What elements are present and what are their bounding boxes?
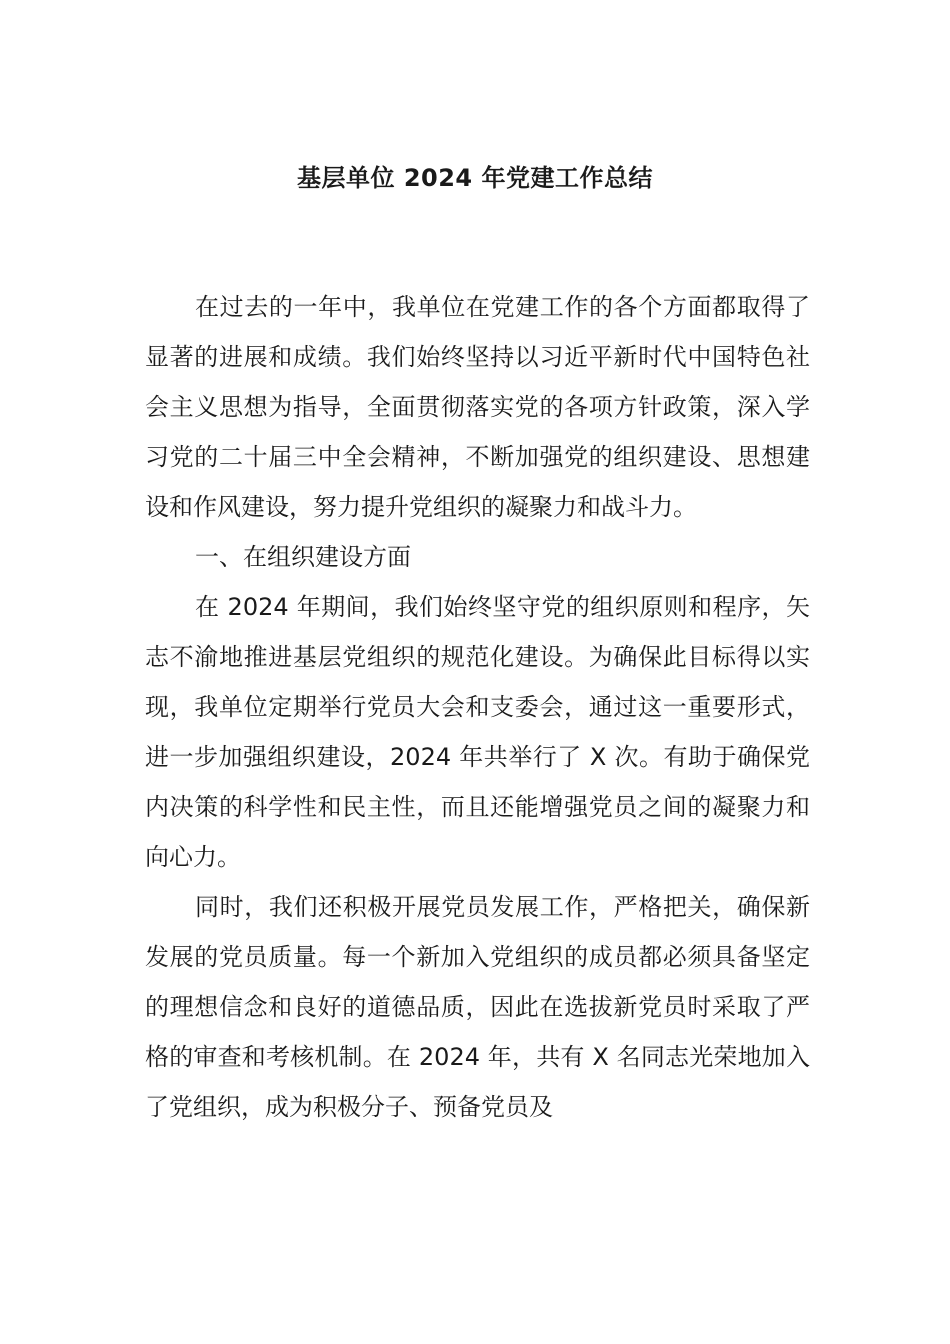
- paragraph-member-development: 同时，我们还积极开展党员发展工作，严格把关，确保新发展的党员质量。每一个新加入党组织的成员都必须具备坚定的理想信念和良好的道德品质，因此在选拔新党员时采取了严格的审查和考核机制。在 2024 年，共有 X 名同志光荣地加入了党组织，成为积极分子、预备党员及: [145, 893, 810, 1121]
- paragraph-organization: 在 2024 年期间，我们始终坚守党的组织原则和程序，矢志不渝地推进基层党组织的规范化建设。为确保此目标得以实现，我单位定期举行党员大会和支委会，通过这一重要形式，进一步加强组织建设，2024 年共举行了 X 次。有助于确保党内决策的科学性和民主性，而且还能增强党员之间的凝聚力和向心力。: [145, 593, 810, 871]
- paragraph-intro: 在过去的一年中，我单位在党建工作的各个方面都取得了显著的进展和成绩。我们始终坚持以习近平新时代中国特色社会主义思想为指导，全面贯彻落实党的各项方针政策，深入学习党的二十届三中全会精神，不断加强党的组织建设、思想建设和作风建设，努力提升党组织的凝聚力和战斗力。: [145, 293, 810, 521]
- document-body: [145, 282, 810, 1132]
- document-title: 基层单位 2024 年党建工作总结: [296, 164, 653, 192]
- section-heading-organization: 一、在组织建设方面: [195, 543, 411, 571]
